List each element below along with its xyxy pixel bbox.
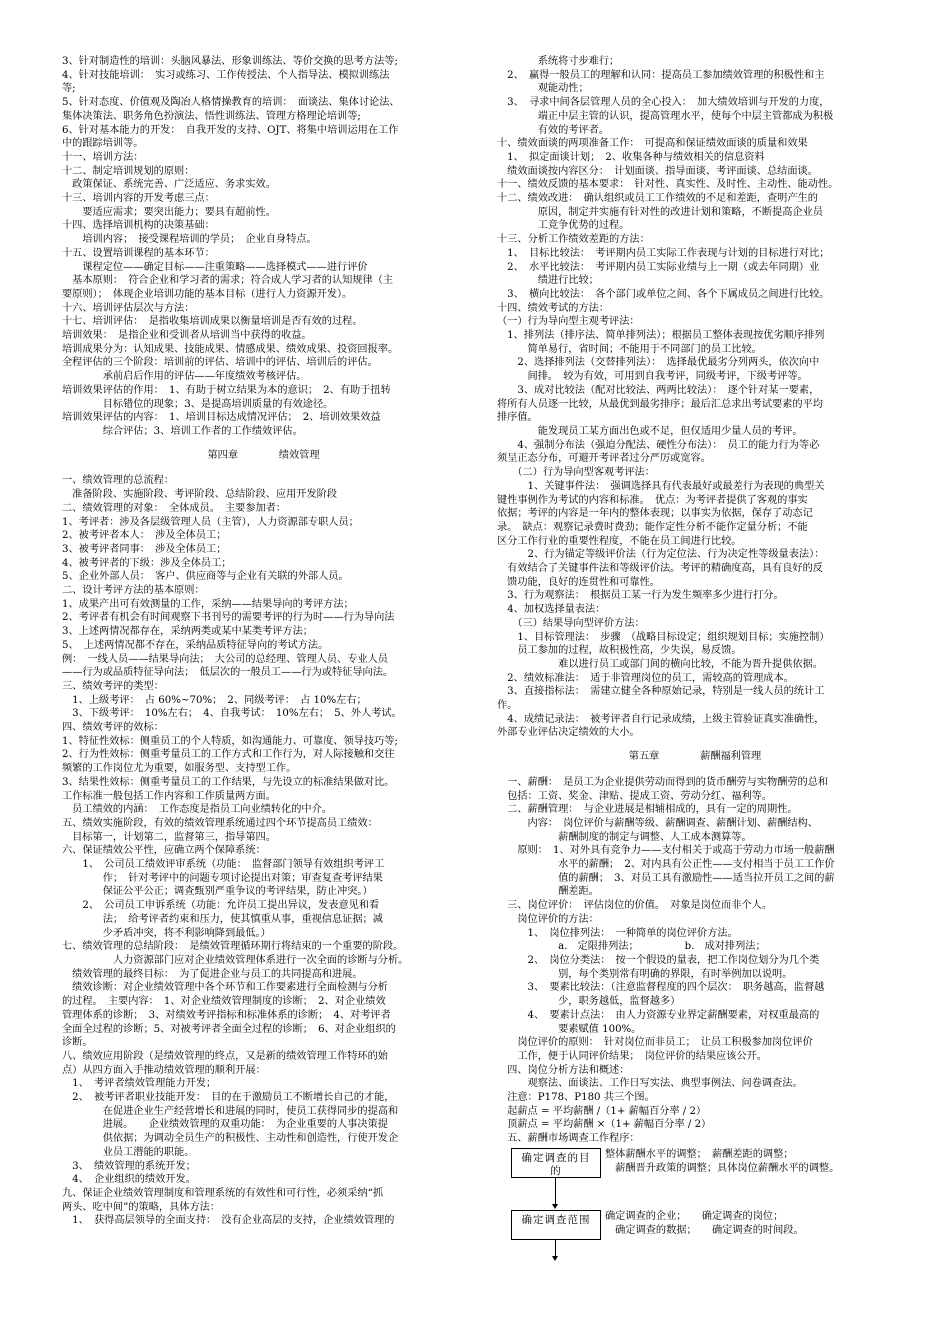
text-line: 目标错位的现象；3、是提高培训质量的有效途径。 [62, 398, 334, 410]
chapter-heading: 第四章 绩效管理 [207, 449, 320, 461]
text-line: 4、强制分布法（强迫分配法、硬性分布法）： 员工的能力行为等必 [497, 439, 820, 451]
text-line: 全程评估的三个阶段：培训前的评估、培训中的评估、培训后的评估。 [62, 357, 378, 369]
text-line: 课程定位——确定目标——注重策略——选择模式——进行评价 [62, 261, 368, 273]
text-line: 工作标准一般包括工作内容和工作质量两方面。 [62, 790, 276, 802]
text-line: 2、绩效标准法： 适于非管理岗位的员工，需较高的管理成本。 [497, 672, 794, 684]
text-line: 包括：工资、奖金、津贴、提成工资、劳动分红、福利等。 [497, 790, 773, 802]
text-line: 区分工作行业的重要性程度，不能在员工间进行比较。 [497, 535, 742, 547]
text-line: 3、直接指标法： 需建立健全各种原始记录，特别是一线人员的统计工 [497, 686, 825, 698]
text-line: 1、目标管理法： 步骤 （战略目标设定；组织规划目标；实施控制） [497, 631, 830, 643]
text-line: 水平的薪酬； 2、对内具有公正性——支付相当于员工工作价 [497, 859, 835, 871]
text-line: 要原则）； 体现企业培训功能的基本目标（进行人力资源开发）。 [62, 288, 353, 300]
text-line: 3、 横向比较法： 各个部门或单位之间、各个下属成员之间进行比较。 [497, 288, 830, 300]
text-line: 综合评估；3、培训工作者的工作绩效评估。 [62, 425, 303, 437]
text-line: 绩效管理的最终目标： 为了促进企业与员工的共同提高和进展。 [62, 968, 363, 980]
flow-step-1-note-1: 整体薪酬水平的调整； 薪酬差距的调整； [605, 1148, 794, 1160]
text-line: 端正中层主管的认识，提高管理水平，使每个中层主管都成为积极 [497, 110, 834, 122]
text-line: 十一、绩效反馈的基本要求： 针对性、真实性、及时性、主动性、能动性。 [497, 179, 839, 191]
flow-step-1-box: 确定调查的目的 [511, 1148, 601, 1178]
text-line: （一）行为导向型主观考评法： [497, 316, 640, 328]
text-line: 频繁的工作岗位尤为重要，如服务型、支持型工作。 [62, 763, 297, 775]
text-line: 4、加权选择量表法： [497, 604, 606, 616]
text-line: 培训内容； 接受课程培训的学员； 企业自身特点。 [62, 234, 317, 246]
text-line: 绩效面谈按内容区分： 计划面谈、指导面谈、考评面谈、总结面谈。 [497, 165, 818, 177]
text-line: 七、绩效管理的总结阶段： 是绩效管理循环期行将结束的一个重要的阶段。 [62, 941, 404, 953]
text-line: 1、考评者：涉及各层级管理人员（主管），人力资源部专职人员； [62, 516, 359, 528]
text-line: 三、绩效考评的类型： [62, 680, 164, 692]
text-line: a. 定限排列法； b. 成对排列法； [497, 941, 766, 953]
text-line: 2、被考评者本人： 涉及全体员工； [62, 530, 227, 542]
text-line: 目标第一，计划第二，监督第三，指导第四。 [62, 831, 276, 843]
text-line: 6、针对基本能力的开发： 自我开发的支持、OJT、将集中培训运用在工作 [62, 124, 399, 136]
text-line: 内容： 岗位评价与薪酬等级、薪酬调查、薪酬计划、薪酬结构、 [497, 817, 818, 829]
salary-survey-flowchart [497, 1148, 893, 1264]
text-line: 注意：P178、P180 共三个图。 [497, 1092, 655, 1104]
text-line: 4、针对技能培训： 实习或练习、工作传授法、个人指导法、模拟训练法 [62, 69, 390, 81]
text-line: 2、 公司员工申诉系统（功能：允许员工提出异议，发表意见和看 [62, 900, 380, 912]
text-line: 点）从四方面入手推动绩效管理的顺利开展： [62, 1064, 266, 1076]
text-line: 十二、绩效改进： 确认组织或员工工作绩效的不足和差距，查明产生的 [497, 193, 818, 205]
text-line: 中的跟踪培训等。 [62, 138, 144, 150]
text-line: 例： 一线人员——结果导向法； 大公司的总经理、管理人员、专业人员 [62, 653, 388, 665]
text-line: 能发现员工某方面出色或不足，但仅适用少量人员的考评。 [497, 425, 803, 437]
text-line: 六、保证绩效公平性，应确立两个保障系统： [62, 845, 266, 857]
text-line: 顶薪点 = 平均薪酬 ×（1+ 薪幅百分率 / 2） [497, 1119, 712, 1131]
text-line: 1、 考评者绩效管理能力开发； [62, 1078, 217, 1090]
text-line: 十五、设置培训课程的基本环节： [62, 247, 215, 259]
text-line: 3、 寻求中间各层管理人员的全心投入： 加大绩效培训与开发的力度， [497, 97, 830, 109]
text-line: 4、 企业组织的绩效开发。 [62, 1174, 196, 1186]
text-line: 十三、培训内容的开发考虑三点： [62, 193, 215, 205]
flow-arrow-1-icon [552, 1204, 558, 1209]
flow-step-2-box: 确定调查范围 [511, 1210, 601, 1240]
text-line: 工竞争优势的过程。 [497, 220, 630, 232]
text-line: 十三、分析工作绩效差距的方法： [497, 234, 650, 246]
text-line: 3、针对制造性的培训：头脑风暴法、形象训练法、等价交换的思考方法等; [62, 56, 398, 67]
text-line: 绩进行比较； [497, 275, 599, 287]
text-line: 排序值。 [497, 412, 538, 424]
text-line: 集体决策法、职务角色扮演法、悟性训练法、管理方格理论培训等; [62, 110, 361, 122]
text-line: （二）行为导向型客观考评法： [497, 467, 655, 479]
text-line: 依据；考评的内容是一年内的整体表现；以事实为依据，保存了动态记 [497, 508, 813, 520]
text-line: 2、行为锚定等级评价法（行为定位法、行为决定性等级量表法）： [497, 549, 825, 561]
text-line: 十七、培训评估： 是指收集培训成果以衡量培训是否有效的过程。 [62, 316, 363, 328]
text-line: 有效的考评者。 [497, 124, 610, 136]
text-line: 两头、吃中间”的策略，具体方法： [62, 1201, 221, 1213]
text-line: 在促进企业生产经营增长和进展的同时，使员工获得同步的提高和 [62, 1105, 399, 1117]
text-line: 2、考评者有机会有时间观察下书刊号的需要考评的行为时——行为导向法 [62, 612, 395, 624]
text-line: 八、绩效应用阶段（是绩效管理的终点，又是新的绩效管理工作特环的始 [62, 1050, 388, 1062]
text-line: 全面全过程的诊断；5、对被考评者全面全过程的诊断； 6、对企业组织的 [62, 1023, 396, 1035]
text-line: 键性事例作为考试的内容和标准。 优点：为考评者提供了客观的事实 [497, 494, 808, 506]
text-line: 4、 要素计点法： 由人力资源专业界定薪酬要素，对权重最高的 [497, 1009, 820, 1021]
text-line: 2、行为性效标：侧重考量员工的工作方式和工作行为，对人际接触和交往 [62, 749, 395, 761]
text-line: 二、设计考评方法的基本原则： [62, 585, 205, 597]
text-line: 1、排列法（排序法、简单排列法）；根据员工整体表现按优劣顺序排列 [497, 330, 825, 342]
text-line: 要适应需求；要突出能力；要具有超前性。 [62, 206, 276, 218]
text-line: 1、 获得高层领导的全面支持： 没有企业高层的支持，企业绩效管理的 [62, 1215, 395, 1227]
text-line: 少矛盾冲突，将不利影响降到最低。） [62, 927, 271, 939]
text-line: 五、绩效实施阶段，有效的绩效管理系统通过四个环节提高员工绩效： [62, 817, 378, 829]
text-line: 3、下级考评： 10%左右； 4、自我考试： 10%左右； 5、外人考试。 [62, 708, 402, 720]
text-line: 难以进行员工或部门间的横向比较，不能为晋升提供依据。 [497, 658, 823, 670]
text-line: 法； 给考评者约束和压力，使其慎重从事，重视信息证据；减 [62, 913, 383, 925]
text-line: 3、行为观察法： 根据员工某一行为发生频率多少进行打分。 [497, 590, 784, 602]
text-line: 3、 要素比较法：（注意监督程度的四个层次： 职务越高，监督越 [497, 982, 825, 994]
text-line: 原则： 1、对外具有竞争力——支付相关于或高于劳动力市场一般薪酬 [497, 845, 835, 857]
text-line: 员工绩效的内涵： 工作态度是指员工向业绩转化的中介。 [62, 804, 332, 816]
text-line: 培训效果评估的内容： 1、培训目标达成情况评估； 2、培训效果效益 [62, 412, 381, 424]
text-line: 工作，便于认同评价结果； 岗位评价的结果应该公开。 [497, 1050, 767, 1062]
flow-step-2-note-1: 确定调查的企业； 确定调查的岗位； [605, 1210, 784, 1222]
text-line: 管理体系的诊断； 3、对绩效考评指标和标准体系的诊断； 4、对考评者 [62, 1009, 391, 1021]
text-line: 岗位评价的方法： [497, 913, 599, 925]
text-line: 馈功能，良好的连贯性和可靠性。 [497, 576, 660, 588]
text-line: 三、岗位评价： 评估岗位的价值。 对象是岗位而非个人。 [497, 900, 773, 912]
text-line: 酬差距。 [497, 886, 599, 898]
text-line: 2、 被考评者职业技能开发： 目的在于激励员工不断增长自己的才能， [62, 1092, 395, 1104]
right-column-text [497, 55, 893, 1146]
text-line: 进展。 企业绩效管理的双重功能： 为企业重要的人事决策提 [62, 1119, 388, 1131]
text-line: 的过程。 主要内容： 1、对企业绩效管理制度的诊断； 2、对企业绩效 [62, 996, 386, 1008]
text-line: 十四、绩效考试的方法： [497, 302, 610, 314]
text-line: 一、绩效管理的总流程： [62, 475, 175, 487]
text-line: 作。 [497, 700, 518, 712]
right-column [497, 55, 893, 1264]
text-line: （三）结果导向型评价方法： [497, 617, 645, 629]
text-line: 业员工潜能的职能。 [62, 1146, 195, 1158]
text-line: 1、特征性效标：侧重员工的个人特质，如沟通能力、可靠度、领导技巧等; [62, 735, 398, 747]
text-line: 基本原则： 符合企业和学习者的需求；符合成人学习者的认知规律（主 [62, 275, 394, 287]
text-line: 5、 上述两情况都不存在，采纳品质特征导向的考试方法。 [62, 639, 329, 651]
text-line: 1、 拟定面谈计划； 2、收集各种与绩效相关的信息资料 [497, 151, 765, 163]
flow-connector-1 [555, 1178, 556, 1206]
text-line: 九、保证企业绩效管理制度和管理系统的有效性和可行性，必须采纳“抓 [62, 1187, 384, 1199]
text-line: 十四、选择培训机构的决策基础： [62, 220, 215, 232]
text-line: 4、成绩记录法： 被考评者自行记录成绩，上级主管验证真实准确性， [497, 713, 825, 725]
text-line: 3、被考评者同事： 涉及全体员工； [62, 543, 227, 555]
text-line: 供依据；为调动全员生产的积极性、主动性和创造性，行使开发企 [62, 1133, 399, 1145]
text-line: 1、关键事件法： 强调选择具有代表最好或最差行为表现的典型关 [497, 480, 825, 492]
text-line: 培训效果评估的作用： 1、有助于树立结果为本的意识； 2、有助于扭转 [62, 384, 391, 396]
text-line: 别，每个类别常有明确的界限，有时举例加以说明。 [497, 968, 793, 980]
text-line: 岗位评价的原则： 针对岗位而非员工； 让员工积极参加岗位评价 [497, 1037, 813, 1049]
text-line: 二、绩效管理的对象： 全体成员。 主要参加者： [62, 502, 287, 514]
text-line: 3、成对比较法（配对比较法、两两比较法）： 逐个针对某一要素， [497, 384, 820, 396]
text-line: 外部专业评估决定绩效的大小。 [497, 727, 640, 739]
text-line: 2、选择排列法（交替排列法）： 选择最优最劣分列两头，依次向中 [497, 357, 820, 369]
text-line: 将所有人员逐一比较，从最优到最劣排序；最后汇总求出考试要素的平均 [497, 398, 823, 410]
text-line: 2、 岗位分类法： 按一个假设的量表，把工作岗位划分为几个类 [497, 955, 820, 966]
text-line: 1、 公司员工绩效评审系统（功能： 监督部门领导有效组织考评工 [62, 859, 385, 871]
text-line: 简单易行，省时间；不能用于不同部门的员工比较。 [497, 343, 762, 355]
text-line: 承前启后作用的评估——年度绩效考核评估。 [62, 371, 307, 383]
text-line: 有效结合了关键事件法和等级评价法。考评的精确度高，具有良好的反 [497, 563, 823, 575]
text-line: 少，职务越低，监督越多） [497, 996, 681, 1008]
text-line: 观能动性； [497, 83, 589, 95]
text-line: 要素赋值 100%。 [497, 1023, 642, 1035]
text-line: 保证公平公正；调查甄别严重争议的考评结果，防止冲突。） [62, 886, 373, 898]
text-line: 十、绩效面谈的两项准备工作： 可提高和保证绩效面谈的质量和效果 [497, 138, 808, 150]
text-line: 绩效诊断：对企业绩效管理中各个环节和工作要素进行全面检测与分析 [62, 982, 388, 994]
text-line: 准备阶段、实施阶段、考评阶段、总结阶段、应用开发阶段 [62, 489, 338, 501]
text-line: 3、结果性效标：侧重考量员工的工作结果，与先设立的标准结果做对比。 [62, 776, 395, 788]
text-line: 培训效果： 是指企业和受训者从培训当中获得的收益。 [62, 330, 312, 342]
text-line: ——行为或品质特征导向法； 低层次的一般员工——行为或特征导向法。 [62, 667, 394, 679]
text-line: 5、针对态度、价值观及陶冶人格情操教育的培训： 面谈法、集体讨论法、 [62, 97, 400, 109]
flow-step-2-note-2: 确定调查的数据； 确定调查的时间段。 [605, 1224, 804, 1236]
text-line: 二、薪酬管理： 与企业进展是相辅相成的，具有一定的周期性。 [497, 804, 798, 816]
text-line: 员工参加的过程，故积极性高，少失误，易反馈。 [497, 645, 742, 657]
text-line: 5、企业外部人员： 客户、供应商等与企业有关联的外部人员。 [62, 571, 349, 583]
text-line: 观察法、面谈法、工作日写实法、典型事例法、问卷调查法。 [497, 1078, 803, 1090]
text-line: 人力资源部门应对企业绩效管理体系进行一次全面的诊断与分析。 [62, 955, 409, 966]
left-column [62, 55, 465, 1228]
text-line: 薪酬制度的制定与调整、人工成本测算等。 [497, 831, 752, 843]
text-line: 培训成果分为：认知成果、技能成果、情感成果、绩效成果、投资回报率。 [62, 343, 399, 355]
text-line: 2、 赢得一般员工的理解和认同：提高员工参加绩效管理的积极性和主 [497, 69, 825, 81]
text-line: 诊断。 [62, 1037, 93, 1049]
chapter-heading: 第五章 薪酬福利管理 [628, 751, 762, 763]
text-line: 原因，制定并实施有针对性的改进计划和策略，不断提高企业员 [497, 206, 823, 218]
flow-arrow-2-icon [552, 1256, 558, 1261]
text-line: 四、岗位分析方法和概述： [497, 1064, 630, 1076]
text-line: 3、上述两情况都存在，采纳两类或某中某类考评方法； [62, 626, 313, 638]
text-line: 五、薪酬市场调查工作程序： [497, 1133, 640, 1145]
text-line: 十六、培训评估层次与方法： [62, 302, 195, 314]
text-line: 4、被考评者的下级：涉及全体员工； [62, 557, 232, 569]
text-line: 一、薪酬： 是员工为企业提供劳动而得到的货币酬劳与实物酬劳的总和 [497, 776, 829, 788]
text-line: 1、成果产出可有效测量的工作，采纳——结果导向的考评方法； [62, 598, 354, 610]
flow-step-1-note-2: 薪酬晋升政策的调整；具体岗位薪酬水平的调整。 [605, 1162, 840, 1174]
text-line: 政策保证、系统完善、广泛适应、务求实效。 [62, 179, 276, 191]
text-line: 十二、制定培训规划的原则： [62, 165, 195, 177]
text-line: 系统将寸步难行； [497, 56, 620, 67]
text-line: 1、 目标比较法： 考评期内员工实际工作表现与计划的目标进行对比； [497, 247, 830, 259]
text-line: 2、 水平比较法： 考评期内员工实际业绩与上一期（或去年同期）业 [497, 261, 820, 273]
text-line: 1、上级考评： 占 60%~70%； 2、同级考评： 占 10%左右； [62, 694, 367, 706]
text-line: 等; [62, 83, 76, 95]
text-line: 3、 绩效管理的系统开发； [62, 1160, 196, 1172]
text-line: 十一、培训方法： [62, 151, 144, 163]
text-line: 作； 针对考评中的问题专项讨论提出对策；审查复查考评结果 [62, 872, 383, 884]
text-line: 录。 缺点：观察记录费时费劲；能作定性分析不能作定量分析；不能 [497, 521, 808, 533]
text-line: 须呈正态分布，可避开考评者过分严厉或宽容。 [497, 453, 711, 465]
text-line: 起薪点 = 平均薪酬 /（1+ 薪幅百分率 / 2） [497, 1105, 707, 1117]
text-line: 四、绩效考评的效标： [62, 722, 164, 734]
text-line: 值的薪酬； 3、对员工具有激励性——适当拉开员工之间的薪 [497, 872, 835, 884]
text-line: 间排。 较为有效，可用到自我考评，同级考评，下级考评等。 [497, 371, 808, 383]
text-line: 1、 岗位排列法： 一种简单的岗位评价方法。 [497, 927, 738, 939]
